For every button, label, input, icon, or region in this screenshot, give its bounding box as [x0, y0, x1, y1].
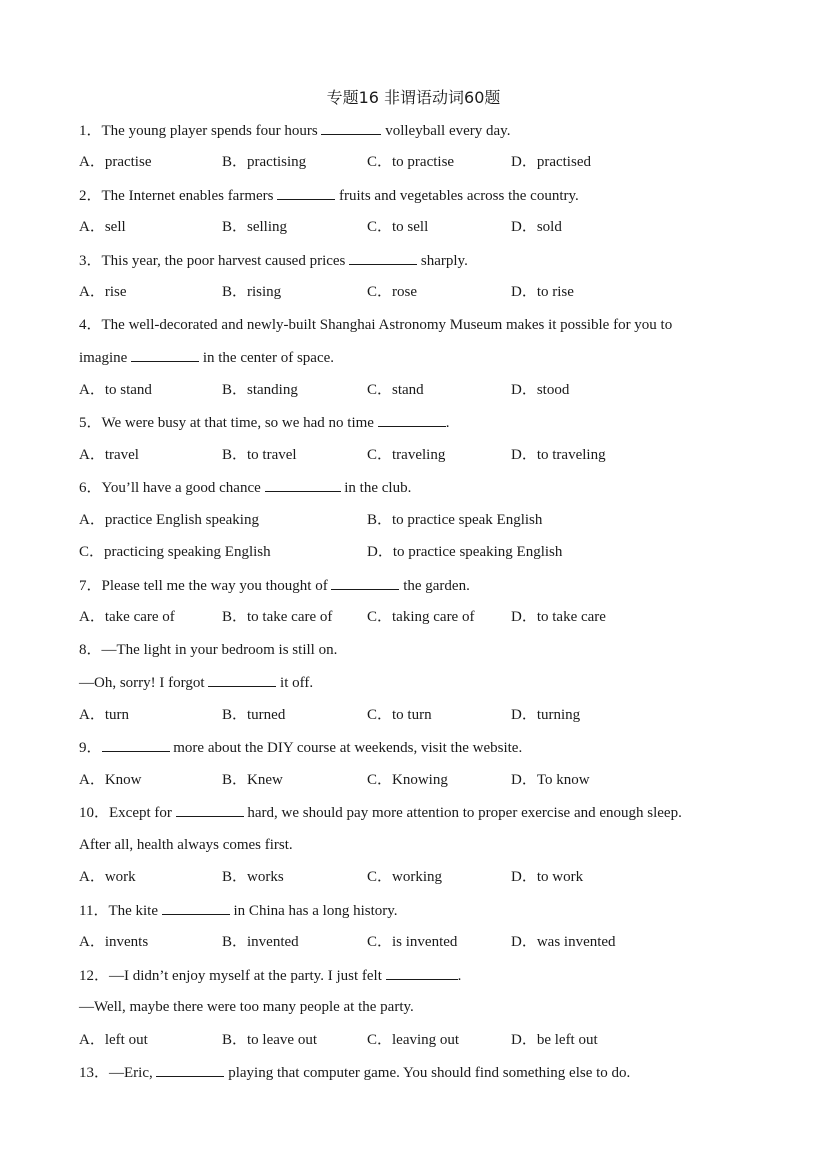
question-5-line	[79, 412, 449, 433]
option-b: B．to leave out	[222, 1032, 317, 1048]
option-d: D．to take care	[511, 609, 606, 625]
option-d: D．to traveling	[511, 447, 606, 463]
option-c: C．is invented	[367, 934, 458, 950]
option-a: A．to stand	[79, 382, 152, 398]
option-c: C．to practise	[367, 154, 455, 170]
question-text: volleyball every day.	[381, 123, 511, 139]
question-text: —Oh, sorry! I forgot	[79, 675, 209, 691]
option-d: D．to practice speaking English	[367, 544, 563, 560]
question-text: fruits and vegetables across the country.	[335, 188, 579, 204]
option-a: A．turn	[79, 707, 129, 723]
option-d: D．to work	[511, 869, 584, 885]
option-a: A．left out	[79, 1032, 148, 1048]
option-a: A．take care of	[79, 609, 175, 625]
question-4-line	[79, 347, 334, 368]
option-a: A．invents	[79, 934, 149, 950]
option-b: B．invented	[222, 934, 299, 950]
option-d: D．to rise	[511, 284, 574, 300]
option-c: C．working	[367, 869, 443, 885]
option-a: A．sell	[79, 219, 126, 235]
option-c: C．to turn	[367, 707, 432, 723]
question-text: 6．You’ll have a good chance	[79, 480, 265, 496]
question-12-line	[79, 997, 414, 1017]
answer-blank	[156, 1062, 224, 1077]
option-a: A．rise	[79, 284, 127, 300]
question-text: 11．The kite	[79, 903, 162, 919]
question-text: .	[457, 968, 462, 984]
question-text: sharply.	[417, 253, 468, 269]
question-text: —Well, maybe there were too many people at the party.	[79, 999, 414, 1015]
answer-blank	[131, 347, 199, 362]
question-text: more about the DIY course at weekends, visit the website.	[169, 740, 523, 756]
option-b: B．practising	[222, 154, 307, 170]
option-c: C．stand	[367, 382, 424, 398]
option-c: C．practicing speaking English	[79, 544, 271, 560]
question-text: in the club.	[340, 480, 412, 496]
question-text: it off.	[276, 675, 314, 691]
page-title: 专题16 非谓语动词60题	[326, 88, 501, 107]
question-text: 2．The Internet enables farmers	[79, 188, 278, 204]
question-text: .	[445, 415, 450, 431]
question-text: 3．This year, the poor harvest caused prices	[79, 253, 350, 269]
option-b: B．works	[222, 869, 284, 885]
option-b: B．turned	[222, 707, 286, 723]
option-b: B．rising	[222, 284, 282, 300]
option-a: A．work	[79, 869, 136, 885]
option-d: D．was invented	[511, 934, 616, 950]
answer-blank	[162, 900, 230, 915]
option-d: D．practised	[511, 154, 591, 170]
question-10-line	[79, 835, 293, 855]
question-1-line	[79, 120, 510, 141]
option-b: B．to practice speak English	[367, 512, 543, 528]
option-a: A．travel	[79, 447, 139, 463]
question-text: 4．The well-decorated and newly-built Shanghai Astronomy Museum makes it possible for you to	[79, 317, 673, 333]
option-d: D．stood	[511, 382, 570, 398]
question-10-line	[79, 802, 682, 823]
question-text: 12．—I didn’t enjoy myself at the party. I just felt	[79, 968, 386, 984]
question-text: 9．	[79, 740, 102, 756]
question-text: 8．—The light in your bedroom is still on.	[79, 642, 338, 658]
option-b: B．to travel	[222, 447, 297, 463]
option-a: A．practise	[79, 154, 152, 170]
question-text: 1．The young player spends four hours	[79, 123, 322, 139]
option-c: C．to sell	[367, 219, 429, 235]
question-7-line	[79, 575, 470, 596]
option-d: D．To know	[511, 772, 590, 788]
option-c: C．taking care of	[367, 609, 475, 625]
question-text: in the center of space.	[199, 350, 335, 366]
answer-blank	[277, 185, 335, 200]
option-b: B．Knew	[222, 772, 283, 788]
question-12-line	[79, 965, 461, 986]
question-text: 10．Except for	[79, 805, 176, 821]
question-text: 13．—Eric,	[79, 1065, 157, 1081]
option-d: D．sold	[511, 219, 562, 235]
option-b: B．standing	[222, 382, 298, 398]
question-6-line	[79, 477, 411, 498]
option-c: C．rose	[367, 284, 417, 300]
question-4-line	[79, 315, 672, 335]
option-a: A．Know	[79, 772, 142, 788]
question-text: 5．We were busy at that time, so we had no time	[79, 415, 378, 431]
question-9-line	[79, 737, 522, 758]
answer-blank	[321, 120, 381, 135]
option-d: D．be left out	[511, 1032, 598, 1048]
option-a: A．practice English speaking	[79, 512, 259, 528]
answer-blank	[349, 250, 417, 265]
answer-blank	[378, 412, 446, 427]
answer-blank	[102, 737, 170, 752]
answer-blank	[265, 477, 341, 492]
option-b: B．to take care of	[222, 609, 333, 625]
option-c: C．Knowing	[367, 772, 448, 788]
question-text: the garden.	[399, 578, 470, 594]
question-13-line	[79, 1062, 630, 1083]
answer-blank	[331, 575, 399, 590]
question-text: playing that computer game. You should find something else to do.	[224, 1065, 631, 1081]
question-8-line	[79, 672, 313, 693]
question-text: imagine	[79, 350, 132, 366]
option-b: B．selling	[222, 219, 288, 235]
question-11-line	[79, 900, 398, 921]
question-text: After all, health always comes first.	[79, 837, 293, 853]
answer-blank	[386, 965, 458, 980]
question-text: in China has a long history.	[229, 903, 398, 919]
question-2-line	[79, 185, 579, 206]
question-3-line	[79, 250, 468, 271]
option-c: C．leaving out	[367, 1032, 460, 1048]
option-d: D．turning	[511, 707, 581, 723]
question-text: 7．Please tell me the way you thought of	[79, 578, 332, 594]
option-c: C．traveling	[367, 447, 446, 463]
answer-blank	[208, 672, 276, 687]
question-text: hard, we should pay more attention to proper exercise and enough sleep.	[243, 805, 682, 821]
answer-blank	[176, 802, 244, 817]
question-8-line	[79, 640, 337, 660]
